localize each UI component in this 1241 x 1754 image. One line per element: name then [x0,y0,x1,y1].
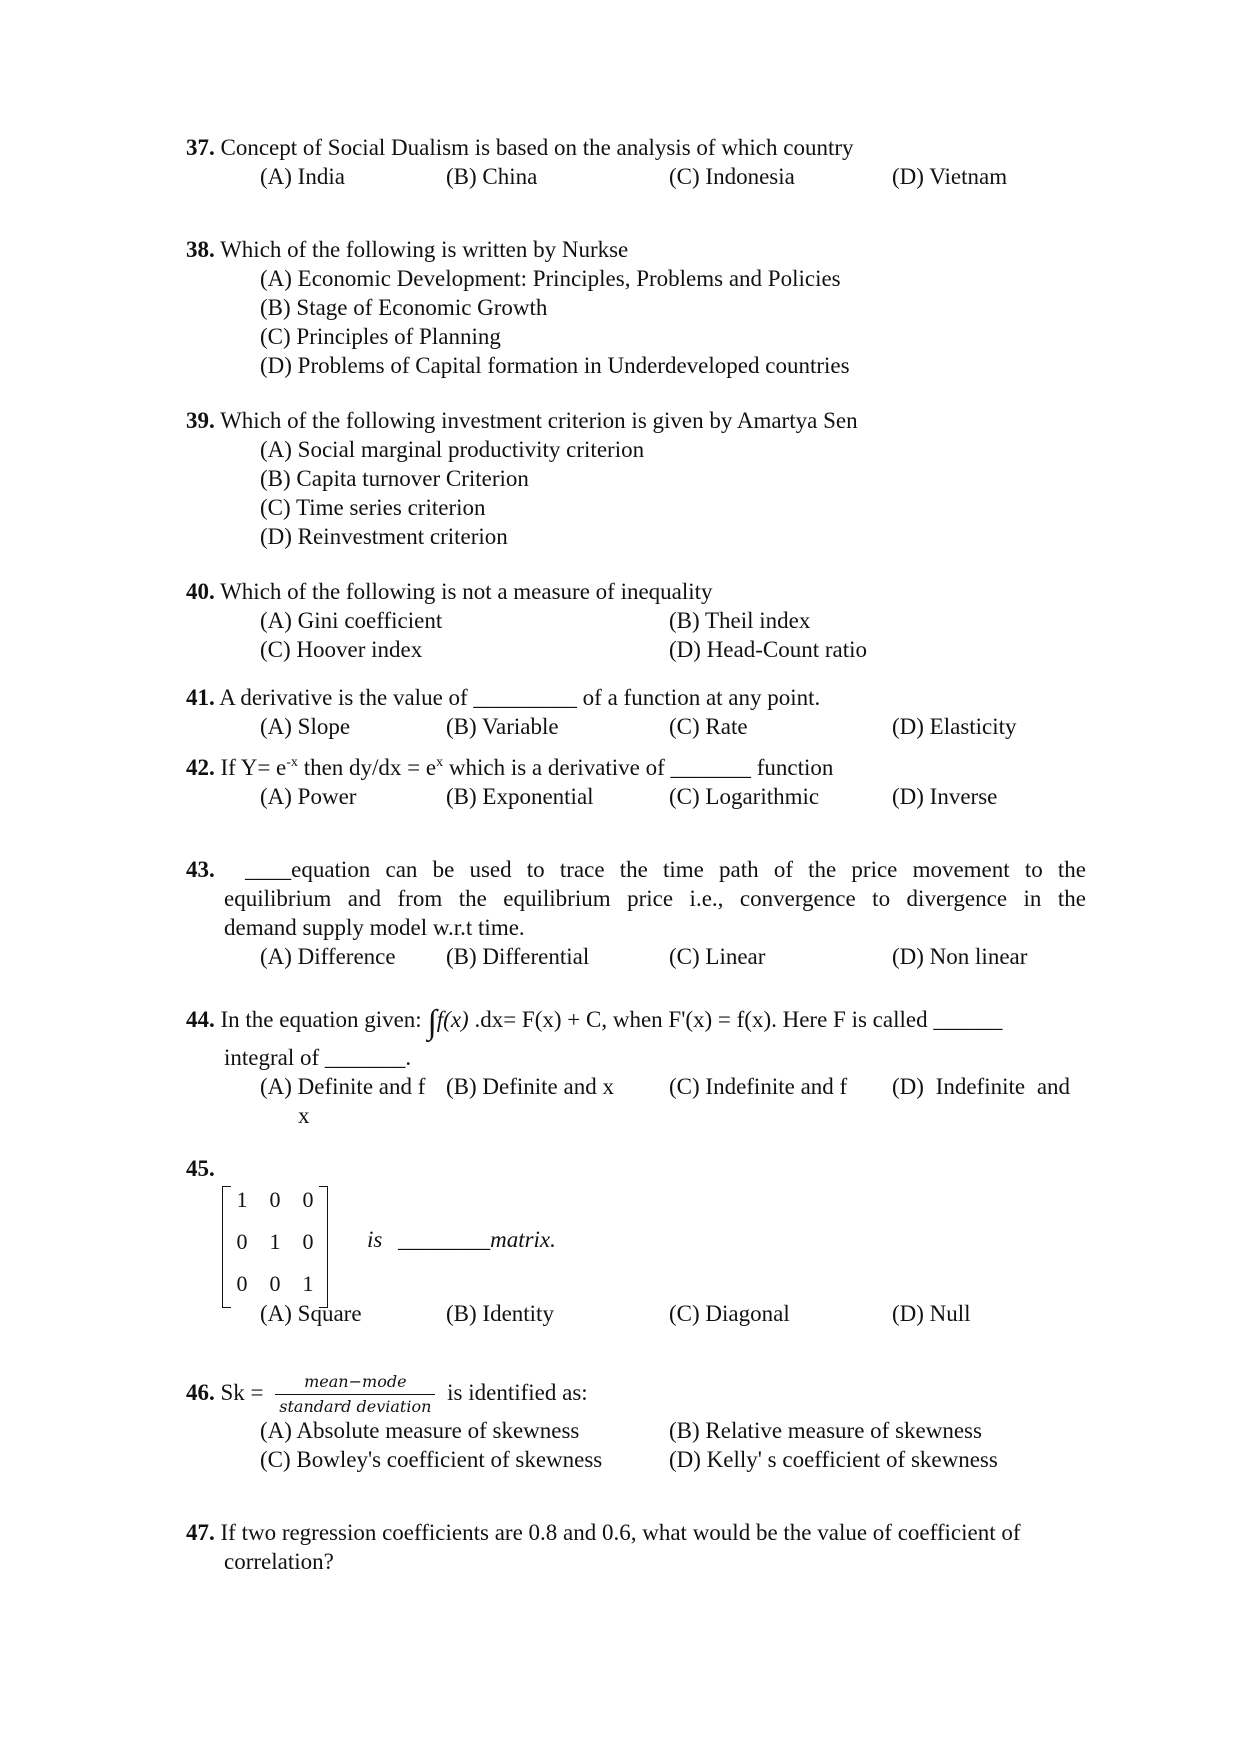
option-b: (B) Variable [446,714,559,739]
option-a-wrap: x [298,1103,310,1128]
question-text-line2: correlation? [224,1549,334,1574]
option-a: (A) Absolute measure of skewness [260,1418,580,1443]
option-c: (C) Time series criterion [260,495,486,520]
question-text-line1: ____equation can be used to trace the time path of the price movement to the [245,857,1086,882]
fraction-denominator: standard deviation [279,1397,432,1417]
matrix-cell: 1 [236,1187,248,1212]
option-b: (B) Relative measure of skewness [669,1418,982,1443]
matrix-cell: 0 [269,1271,281,1296]
question-46 [186,1370,1086,1474]
option-b: (B) Exponential [446,784,594,809]
function-fx: f(x) [436,1007,469,1032]
exponent: -x [286,755,298,770]
matrix-cell: 0 [236,1271,248,1296]
option-d: (D) Non linear [892,944,1028,969]
matrix-bracket-left [222,1186,231,1308]
option-a: (A) Difference [260,944,396,969]
question-text-line2: equilibrium and from the equilibrium price i.e., convergence to divergence in the [224,886,1086,911]
question-number: 39. [186,408,215,433]
question-number: 47. [186,1520,215,1545]
question-number: 46. [186,1380,215,1405]
option-d: (D) Head-Count ratio [669,637,867,662]
question-45 [186,1154,1086,1183]
question-text: A derivative is the value of _________ of a function at any point. [219,685,821,710]
question-42 [186,753,1086,811]
question-text-line1: If two regression coefficients are 0.8 and 0.6, what would be the value of coefficient of [220,1520,1021,1545]
skewness-fraction [275,1373,435,1416]
question-44 [186,1005,1086,1130]
option-b: (B) Stage of Economic Growth [260,295,548,320]
option-c: (C) Linear [669,944,766,969]
option-a: (A) Gini coefficient [260,608,443,633]
question-text: Concept of Social Dualism is based on the analysis of which country [220,135,854,160]
option-d: (D) Kelly' s coefficient of skewness [669,1447,998,1472]
option-a: (A) India [260,164,345,189]
question-text-line3: demand supply model w.r.t time. [224,915,525,940]
option-c: (C) Hoover index [260,637,423,662]
option-b: (B) Definite and x [446,1074,614,1099]
option-b: (B) Capita turnover Criterion [260,466,529,491]
question-text-a: If Y= e [220,755,287,780]
option-c: (C) Diagonal [669,1301,790,1326]
option-d: (D) Indefinite and [892,1074,1071,1099]
question-text-a: In the equation given: [220,1007,422,1032]
question-number: 40. [186,579,215,604]
option-a: (A) Power [260,784,357,809]
option-b: (B) Differential [446,944,590,969]
question-45-options [186,1299,1086,1328]
matrix-cell: 0 [302,1229,314,1254]
question-text: Which of the following investment criterion is given by Amartya Sen [220,408,858,433]
exponent: x [436,755,444,770]
option-d: (D) Inverse [892,784,998,809]
option-d: (D) Vietnam [892,164,1008,189]
matrix-cell: 0 [302,1187,314,1212]
question-text: is identified as: [447,1380,588,1405]
option-a: (A) Square [260,1301,362,1326]
question-38 [186,235,1086,380]
question-47 [186,1518,1086,1576]
question-number: 43. [186,857,215,882]
question-39 [186,406,1086,551]
question-number: 42. [186,755,215,780]
option-c: (C) Indonesia [669,164,795,189]
question-number: 45. [186,1156,215,1181]
question-40 [186,577,1086,664]
question-number: 38. [186,237,215,262]
matrix-word: matrix. [490,1227,556,1252]
option-a: (A) Social marginal productivity criterion [260,437,645,462]
question-number: 41. [186,685,215,710]
option-a: (A) Definite and f [260,1074,426,1099]
question-number: 44. [186,1007,215,1032]
question-41 [186,683,1086,741]
option-c: (C) Principles of Planning [260,324,501,349]
question-text-c: which is a derivative of _______ function [443,755,834,780]
question-37 [186,133,1086,191]
matrix-cell: 1 [302,1271,314,1296]
matrix-bracket-right [319,1186,328,1308]
matrix-cell: 0 [236,1229,248,1254]
option-a: (A) Economic Development: Principles, Problems and Policies [260,266,841,291]
skewness-lhs: Sk = [220,1380,264,1405]
question-number: 37. [186,135,215,160]
question-43 [186,855,1086,971]
is-word: is [367,1227,383,1252]
question-text: Which of the following is not a measure of inequality [220,579,713,604]
question-text-line2: integral of _______. [224,1045,412,1070]
option-b: (B) China [446,164,538,189]
option-a: (A) Slope [260,714,351,739]
option-c: (C) Bowley's coefficient of skewness [260,1447,603,1472]
option-d: (D) Reinvestment criterion [260,524,508,549]
option-b: (B) Theil index [669,608,811,633]
option-d: (D) Null [892,1301,971,1326]
matrix-cell: 1 [269,1229,281,1254]
blank: ________ [398,1227,491,1252]
question-text: Which of the following is written by Nurkse [220,237,629,262]
option-c: (C) Logarithmic [669,784,820,809]
question-text-b: then dy/dx = e [297,755,437,780]
option-c: (C) Rate [669,714,748,739]
integral-sign: ∫ [427,1004,437,1041]
fraction-numerator: mean−mode [275,1373,435,1395]
option-b: (B) Identity [446,1301,554,1326]
matrix-cell: 0 [269,1187,281,1212]
option-d: (D) Elasticity [892,714,1017,739]
option-c: (C) Indefinite and f [669,1074,848,1099]
option-d: (D) Problems of Capital formation in Underdeveloped countries [260,353,850,378]
question-text-b: .dx= F(x) + C, when F'(x) = f(x). Here F is called ______ [474,1007,1003,1032]
